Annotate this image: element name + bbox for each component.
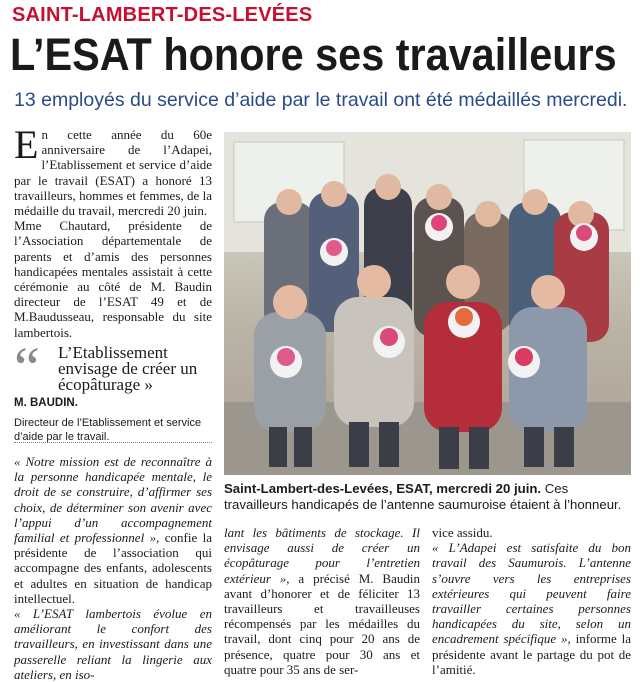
col2-paragraph-2 <box>14 606 212 682</box>
quote-divider <box>14 442 212 443</box>
group-photo <box>224 132 631 475</box>
headline: L’ESAT honore ses travailleurs <box>10 29 617 80</box>
quote-mark: “ <box>14 335 40 400</box>
dropcap: E <box>14 122 39 167</box>
col2-text: , confie la présidente de l’association qui accompagne des enfants, adolescents et adultes en situation de handicap intellectuel. <box>14 530 212 606</box>
quote-author: M. BAUDIN. <box>14 397 78 409</box>
col3-quote: lant les bâtiments de stockage. Il envisage aussi de créer un écopâturage pour l’entretien extérieur » <box>224 525 420 586</box>
column-2 <box>14 454 212 682</box>
col3-paragraph-1 <box>224 525 420 677</box>
caption-bold: Saint-Lambert-des-Levées, ESAT, mercredi 20 juin. <box>224 481 542 496</box>
quote-role: Directeur de l’Etablissement et service d’aide par le travail. <box>14 417 202 443</box>
kicker: SAINT-LAMBERT-DES-LEVÉES <box>12 4 313 26</box>
column-3 <box>224 525 420 677</box>
quote-text: L’Etablissement envisage de créer un écopâturage » <box>58 343 198 394</box>
subhead: 13 employés du service d’aide par le travail ont été médaillés mercredi. <box>14 89 628 111</box>
col4-quote: « L’Adapei est satisfaite du bon travail des Saumurois. L’antenne s’ouvre vers les entreprises extérieures qui peuvent faire travailler certaines personnes handicapées du site, selon un encadrement spécifique » <box>432 540 631 647</box>
col2-quote: « Notre mission est de reconnaître à la personne handicapée mentale, le droit de se construire, d’affirmer ses choix, de déterminer son avenir avec l’appui d’un accompagnement familial et professionnel » <box>14 454 212 546</box>
column-4 <box>432 525 631 677</box>
col3-text: , a précisé M. Baudin avant d’honorer et de féliciter 13 travailleurs et travailleuses récompensés par les médailles du travail, dont cinq pour 20 ans de présence, quatre pour 30 ans et quatre pour 35 ans de ser- <box>224 570 420 677</box>
col4-paragraph-2 <box>432 540 631 677</box>
col1-paragraph-1: n cette année du 60e anniversaire de l’Adapei, l’Etablissement et service d’aide par le travail (ESAT) a honoré 13 travailleurs, hommes et femmes, de la médaille du travail, mercredi 20 juin. <box>14 127 212 219</box>
col4-text: , informe la présidente avant le partage du pot de l’amitié. <box>432 631 631 677</box>
column-1 <box>14 122 212 340</box>
col2-quote-2: « L’ESAT lambertois évolue en améliorant le confort des travailleurs, en investissant dans une passerelle reliant la lingerie aux ateliers, en iso- <box>14 606 212 682</box>
photo-illustration <box>224 132 631 475</box>
photo-caption <box>224 481 631 513</box>
caption-text: Ces travailleurs handicapés de l’antenne saumuroise étaient à l’honneur. <box>224 481 622 512</box>
pull-quote <box>14 335 212 444</box>
col4-paragraph-1: vice assidu. <box>432 525 493 540</box>
col1-paragraph-2: Mme Chautard, présidente de l’Association départementale de parents et d’amis des personnes handicapées mentales assistait à cette cérémonie au côté de M. Baudin directeur de l’ESAT 49 et de M.Baudusseau, responsable du site lambertois. <box>14 218 212 340</box>
col2-paragraph-1 <box>14 454 212 606</box>
